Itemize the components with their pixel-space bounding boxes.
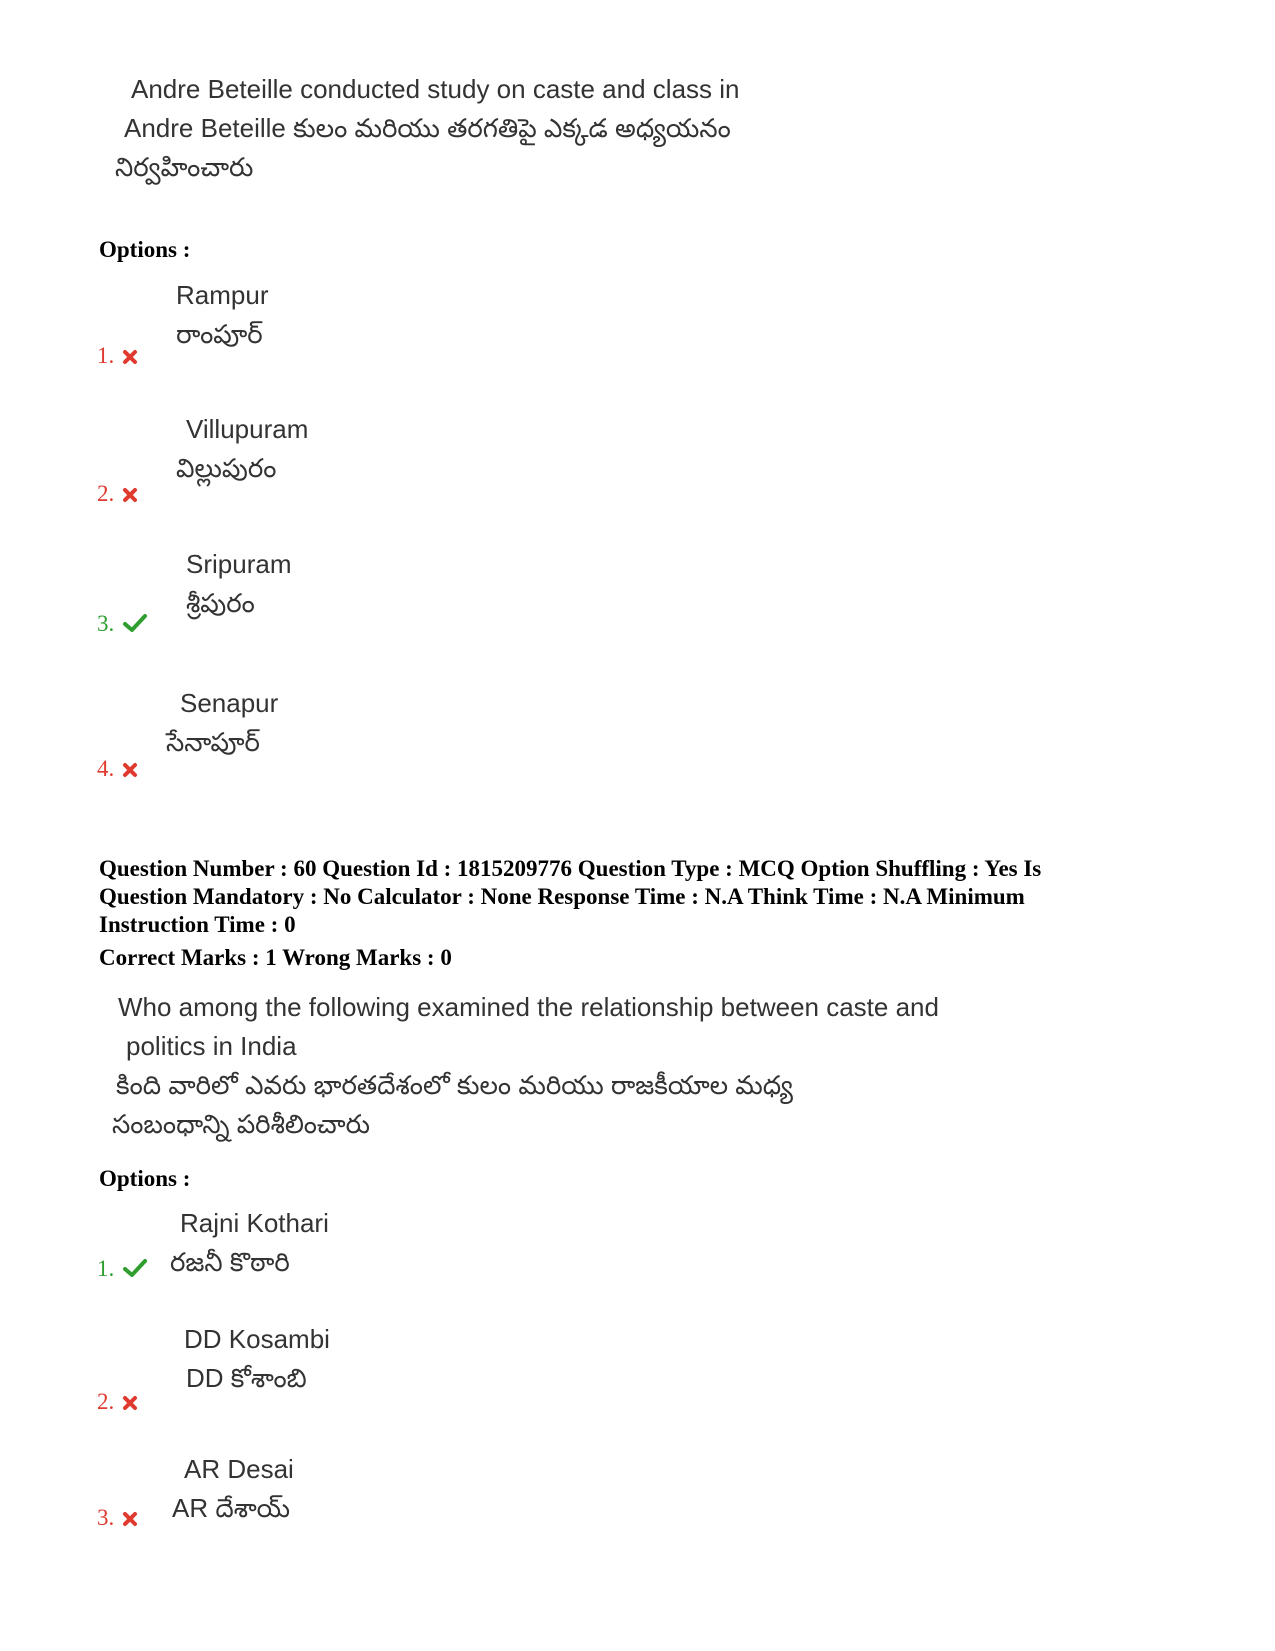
cross-icon [122, 758, 138, 784]
cross-icon [122, 483, 138, 509]
q2-option-3-number: 3. [97, 1505, 138, 1533]
question-2-text-te-line2: సంబంధాన్ని పరిశీలించారు [112, 1109, 371, 1139]
q2-option-2-number: 2. [97, 1389, 138, 1417]
q2-option-2-te: DD కోశాంబి [186, 1363, 307, 1393]
question-2-meta-line2: Question Mandatory : No Calculator : None Response Time : N.A Think Time : N.A Minimum [99, 884, 1025, 909]
q1-option-3-number: 3. [97, 611, 148, 639]
question-2-meta [99, 855, 1041, 939]
q1-option-1-te: రాంపూర్ [176, 319, 263, 349]
question-2-text [112, 988, 939, 1144]
question-1-text [115, 70, 740, 187]
q2-option-3-en: AR Desai [184, 1454, 294, 1484]
q1-option-2-te: విల్లుపురం [176, 453, 277, 483]
q2-option-1-number: 1. [97, 1256, 148, 1284]
question-2-meta-line3: Instruction Time : 0 [99, 912, 296, 937]
q2-option-1-text [170, 1204, 329, 1282]
q1-option-3-en: Sripuram [186, 549, 292, 579]
question-2-text-en-line2: politics in India [126, 1031, 297, 1061]
q2-option-2-en: DD Kosambi [184, 1324, 330, 1354]
cross-icon [122, 1391, 138, 1417]
q2-option-3-text [172, 1450, 294, 1528]
q1-option-3-te: శ్రీపురం [186, 588, 255, 618]
question-2-meta-line1: Question Number : 60 Question Id : 1815209776 Question Type : MCQ Option Shuffling : Yes Is [99, 856, 1042, 881]
cross-icon [122, 345, 138, 371]
q2-option-1-en: Rajni Kothari [180, 1208, 329, 1238]
cross-icon [122, 1507, 138, 1533]
q2-option-3-te: AR దేశాయ్ [172, 1493, 291, 1523]
check-icon [122, 613, 148, 639]
question-1-text-en: Andre Beteille conducted study on caste and class in [131, 74, 740, 104]
question-1-options-label: Options : [99, 237, 191, 262]
q1-option-1-text [176, 276, 268, 354]
question-2-options-label: Options : [99, 1166, 191, 1191]
q1-option-4-text [166, 684, 278, 762]
question-2-marks: Correct Marks : 1 Wrong Marks : 0 [99, 945, 452, 970]
q1-option-2-en: Villupuram [186, 414, 309, 444]
q1-option-1-en: Rampur [176, 280, 269, 310]
q1-option-2-text [176, 410, 308, 488]
q1-option-4-en: Senapur [180, 688, 279, 718]
q1-option-3-text [186, 545, 291, 623]
q2-option-2-text [184, 1320, 330, 1398]
q1-option-4-number: 4. [97, 756, 138, 784]
question-1-text-te-line2: నిర్వహించారు [115, 152, 254, 182]
question-2-text-te-line1: కింది వారిలో ఎవరు భారతదేశంలో కులం మరియు రాజకీయాల మధ్య [116, 1070, 793, 1100]
q1-option-4-te: సేనాపూర్ [166, 727, 260, 757]
q2-option-1-te: రజనీ కొఠారి [170, 1247, 290, 1277]
q1-option-1-number: 1. [97, 343, 138, 371]
question-1-text-te-line1: Andre Beteille కులం మరియు తరగతిపై ఎక్కడ అధ్యయనం [124, 113, 731, 143]
q1-option-2-number: 2. [97, 481, 138, 509]
check-icon [122, 1258, 148, 1284]
question-2-text-en-line1: Who among the following examined the relationship between caste and [118, 992, 939, 1022]
